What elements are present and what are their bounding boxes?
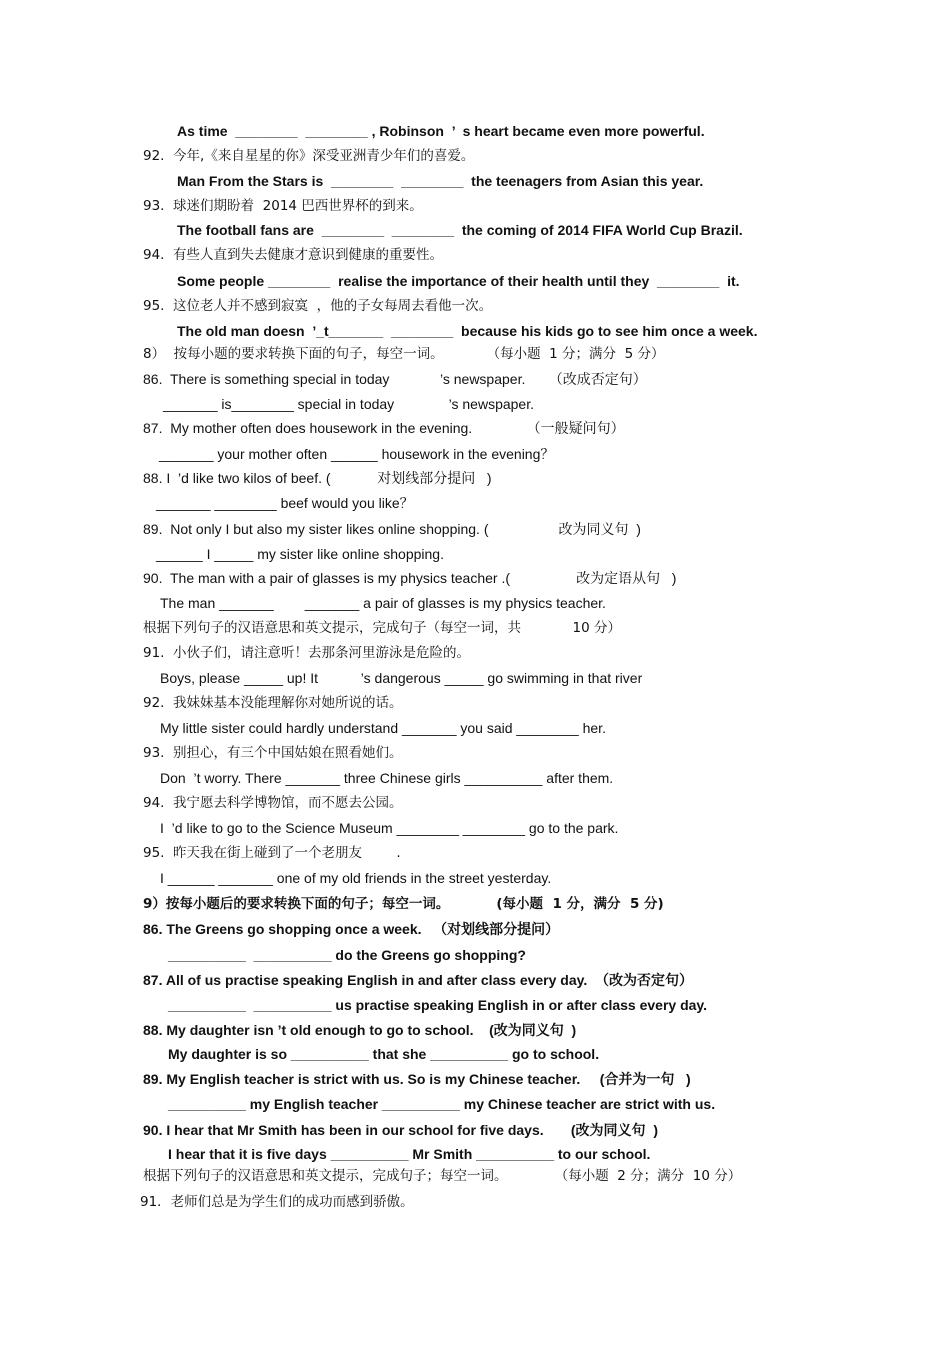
line-37: 88. My daughter isn ’t old enough to go to school. (改为同义句 ) — [143, 1022, 577, 1038]
line-5: The football fans are ________ ________ the coming of 2014 FIFA World Cup Brazil. — [177, 222, 743, 238]
line-18: ______ I _____ my sister like online shopping. — [156, 546, 444, 562]
line-10: 8） 按每小题的要求转换下面的句子，每空一词。 （每小题 1 分；满分 5 分） — [143, 346, 665, 362]
line-20: The man _______ _______ a pair of glasses is my physics teacher. — [160, 595, 606, 611]
line-29: I ’d like to go to the Science Museum ________ ________ go to the park. — [160, 820, 619, 836]
line-14: _______ your mother often ______ housework in the evening？ — [159, 446, 555, 462]
line-42: I hear that it is five days __________ Mr Smith __________ to our school. — [168, 1146, 651, 1162]
line-9: The old man doesn ’_t_______ ________ because his kids go to see him once a week. — [177, 323, 758, 339]
line-4: 93. 球迷们期盼着 2014 巴西世界杯的到来。 — [143, 198, 423, 214]
line-23: Boys, please _____ up! It ’s dangerous _____ go swimming in that river — [160, 670, 643, 686]
line-13: 87. My mother often does housework in the evening. （一般疑问句） — [143, 420, 625, 436]
line-21: 根据下列句子的汉语意思和英文提示，完成句子（每空一词，共 10 分） — [143, 620, 621, 636]
line-24: 92. 我妹妹基本没能理解你对她所说的话。 — [143, 695, 403, 711]
line-31: I ______ _______ one of my old friends in the street yesterday. — [160, 870, 552, 886]
line-3: Man From the Stars is ________ ________ the teenagers from Asian this year. — [177, 173, 704, 189]
line-25: My little sister could hardly understand _______ you said ________ her. — [160, 720, 606, 736]
line-32: 9）按每小题后的要求转换下面的句子；每空一词。 (每小题 1 分，满分 5 分) — [143, 896, 664, 912]
line-16: _______ ________ beef would you like？ — [156, 495, 414, 511]
line-41: 90. I hear that Mr Smith has been in our school for five days. (改为同义句 ) — [143, 1122, 658, 1138]
line-26: 93. 别担心，有三个中国姑娘在照看她们。 — [143, 745, 403, 761]
line-17: 89. Not only I but also my sister likes online shopping. ( 改为同义句 ) — [143, 521, 641, 537]
line-8: 95. 这位老人并不感到寂寞 ，他的子女每周去看他一次。 — [143, 298, 493, 314]
line-12: _______ is________ special in today ’s newspaper. — [163, 396, 534, 412]
line-40: __________ my English teacher __________ my Chinese teacher are strict with us. — [168, 1096, 716, 1112]
line-30: 95. 昨天我在街上碰到了一个老朋友 . — [143, 845, 401, 861]
line-38: My daughter is so __________ that she __________ go to school. — [168, 1046, 600, 1062]
line-27: Don ’t worry. There _______ three Chinese girls __________ after them. — [160, 770, 614, 786]
line-33: 86. The Greens go shopping once a week. （对划线部分提问） — [143, 921, 560, 937]
line-1: As time ________ ________ , Robinson ’ s heart became even more powerful. — [177, 123, 705, 139]
line-7: Some people ________ realise the importance of their health until they ________ it. — [177, 273, 740, 289]
line-19: 90. The man with a pair of glasses is my physics teacher .( 改为定语从句 ) — [143, 570, 677, 586]
line-44: 91．老师们总是为学生们的成功而感到骄傲。 — [140, 1194, 414, 1210]
line-22: 91. 小伙子们，请注意听！去那条河里游泳是危险的。 — [143, 645, 471, 661]
line-34: __________ __________ do the Greens go shopping? — [168, 947, 526, 963]
line-28: 94. 我宁愿去科学博物馆，而不愿去公园。 — [143, 795, 403, 811]
line-35: 87. All of us practise speaking English in and after class every day. （改为否定句） — [143, 972, 694, 988]
line-6: 94. 有些人直到失去健康才意识到健康的重要性。 — [143, 247, 444, 263]
line-2: 92. 今年,《来自星星的你》深受亚洲青少年们的喜爱。 — [143, 148, 475, 164]
line-15: 88. I ’d like two kilos of beef. ( 对划线部分提问 ) — [143, 470, 492, 486]
line-11: 86. There is something special in today ’s newspaper. （改成否定句） — [143, 371, 647, 387]
line-43: 根据下列句子的汉语意思和英文提示，完成句子；每空一词。 （每小题 2 分；满分 10 分） — [143, 1168, 742, 1184]
line-36: __________ __________ us practise speaking English in or after class every day. — [168, 997, 708, 1013]
line-39: 89. My English teacher is strict with us. So is my Chinese teacher. (合并为一句 ) — [143, 1071, 691, 1087]
